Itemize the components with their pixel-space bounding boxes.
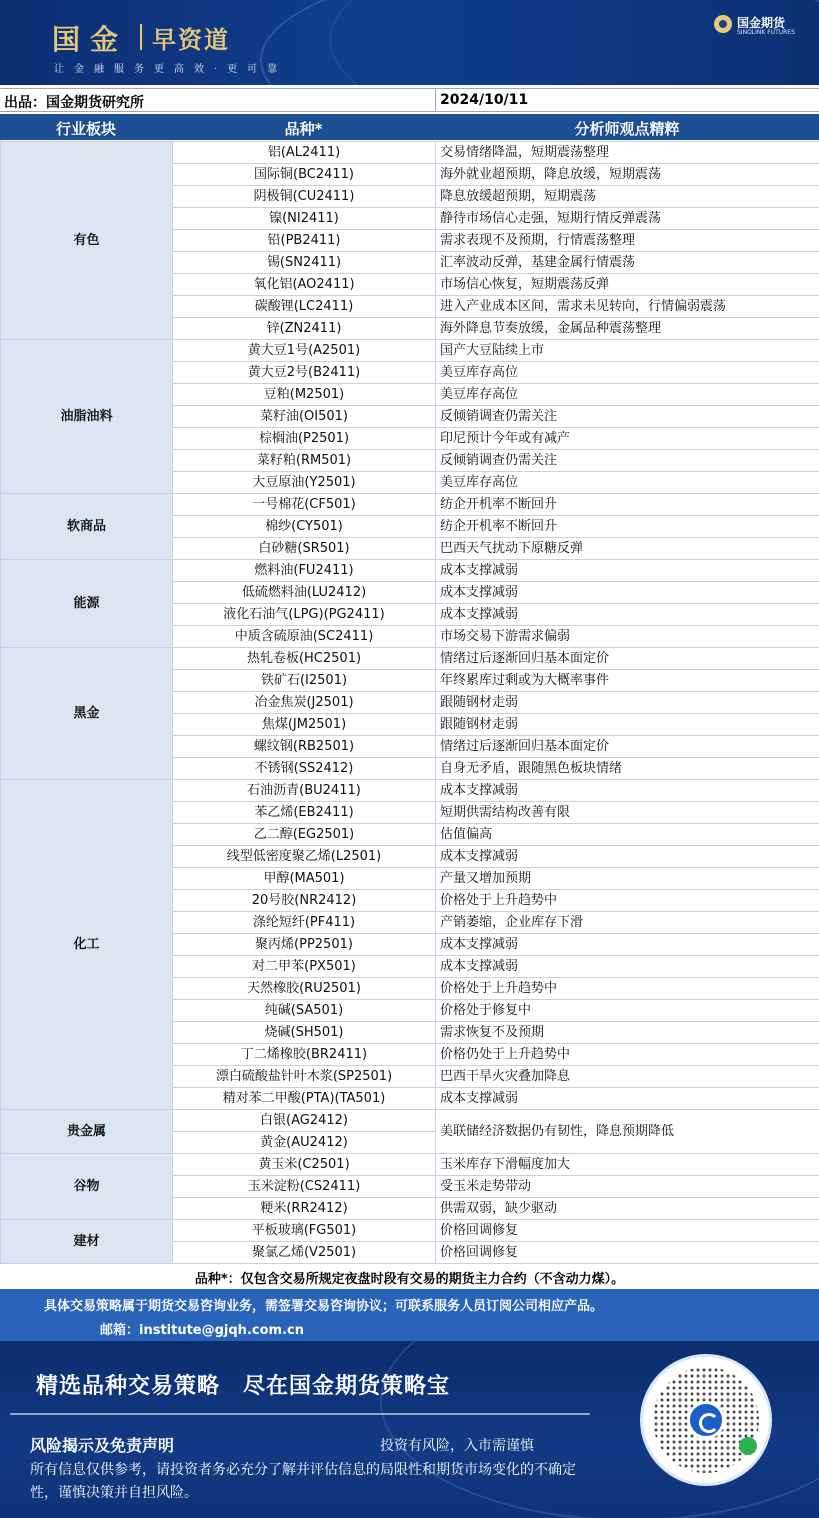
variety-cell: 漂白硫酸盐针叶木浆(SP2501) bbox=[173, 1066, 436, 1088]
notice-bar bbox=[0, 1289, 819, 1341]
view-cell: 进入产业成本区间，需求未见转向，行情偏弱震荡 bbox=[436, 296, 819, 318]
contact-email[interactable]: 邮箱：institute@gjqh.com.cn bbox=[100, 1323, 304, 1338]
variety-cell: 碳酸锂(LC2411) bbox=[173, 296, 436, 318]
variety-cell: 锡(SN2411) bbox=[173, 252, 436, 274]
risk-disclosure-title: 风险揭示及免责声明 bbox=[30, 1436, 175, 1455]
sector-cell: 谷物 bbox=[1, 1154, 173, 1220]
view-cell: 跟随钢材走弱 bbox=[436, 692, 819, 714]
view-cell: 交易情绪降温，短期震荡整理 bbox=[436, 142, 819, 164]
variety-cell: 中质含硫原油(SC2411) bbox=[173, 626, 436, 648]
variety-cell: 棉纱(CY501) bbox=[173, 516, 436, 538]
variety-cell: 低硫燃料油(LU2412) bbox=[173, 582, 436, 604]
variety-cell: 涤纶短纤(PF411) bbox=[173, 912, 436, 934]
variety-cell: 氧化铝(AO2411) bbox=[173, 274, 436, 296]
notice-text: 具体交易策略属于期货交易咨询业务，需签署交易咨询协议；可联系服务人员订阅公司相应产品。 bbox=[44, 1299, 604, 1314]
header-banner bbox=[0, 0, 819, 85]
brand-name: 国金期货 bbox=[737, 16, 786, 30]
variety-cell: 天然橡胶(RU2501) bbox=[173, 978, 436, 1000]
view-cell: 情绪过后逐渐回归基本面定价 bbox=[436, 648, 819, 670]
view-cell: 纺企开机率不断回升 bbox=[436, 516, 819, 538]
view-cell: 成本支撑减弱 bbox=[436, 934, 819, 956]
view-cell: 成本支撑减弱 bbox=[436, 846, 819, 868]
variety-cell: 铁矿石(I2501) bbox=[173, 670, 436, 692]
variety-cell: 烧碱(SH501) bbox=[173, 1022, 436, 1044]
table-row bbox=[1, 648, 819, 670]
table-row bbox=[1, 1154, 819, 1176]
variety-cell: 苯乙烯(EB2411) bbox=[173, 802, 436, 824]
variety-cell: 大豆原油(Y2501) bbox=[173, 472, 436, 494]
view-cell: 价格处于上升趋势中 bbox=[436, 978, 819, 1000]
column-header-variety: 品种* bbox=[284, 120, 323, 138]
view-cell: 估值偏高 bbox=[436, 824, 819, 846]
table-row bbox=[1, 560, 819, 582]
variety-cell: 阴极铜(CU2411) bbox=[173, 186, 436, 208]
logo-sub: 早资道 bbox=[152, 26, 230, 54]
info-bar bbox=[0, 88, 819, 112]
variety-cell: 液化石油气(LPG)(PG2411) bbox=[173, 604, 436, 626]
variety-cell: 丁二烯橡胶(BR2411) bbox=[173, 1044, 436, 1066]
column-header-view: 分析师观点精粹 bbox=[574, 120, 680, 138]
banner-title: 精选品种交易策略 尽在国金期货策略宝 bbox=[36, 1373, 451, 1399]
table-row bbox=[1, 142, 819, 164]
sector-cell: 黑金 bbox=[1, 648, 173, 780]
table-row bbox=[1, 494, 819, 516]
variety-cell: 冶金焦炭(J2501) bbox=[173, 692, 436, 714]
variety-cell: 镍(NI2411) bbox=[173, 208, 436, 230]
table-row bbox=[1, 780, 819, 802]
view-cell: 反倾销调查仍需关注 bbox=[436, 406, 819, 428]
view-cell: 短期供需结构改善有限 bbox=[436, 802, 819, 824]
variety-cell: 平板玻璃(FG501) bbox=[173, 1220, 436, 1242]
variety-cell: 燃料油(FU2411) bbox=[173, 560, 436, 582]
variety-cell: 不锈钢(SS2412) bbox=[173, 758, 436, 780]
view-cell: 产量又增加预期 bbox=[436, 868, 819, 890]
variety-cell: 铅(PB2411) bbox=[173, 230, 436, 252]
table-row bbox=[1, 1110, 819, 1132]
view-cell: 海外降息节奏放缓，金属品种震荡整理 bbox=[436, 318, 819, 340]
variety-cell: 国际铜(BC2411) bbox=[173, 164, 436, 186]
divider bbox=[10, 1413, 590, 1415]
table-row bbox=[1, 340, 819, 362]
view-cell: 反倾销调查仍需关注 bbox=[436, 450, 819, 472]
view-cell: 价格处于上升趋势中 bbox=[436, 890, 819, 912]
view-cell: 巴西天气扰动下原糖反弹 bbox=[436, 538, 819, 560]
risk-disclosure-body: 所有信息仅供参考，请投资者务必充分了解并评估信息的局限性和期货市场变化的不确定性，谨慎决策并自担风险。 bbox=[30, 1462, 576, 1501]
variety-cell: 聚氯乙烯(V2501) bbox=[173, 1242, 436, 1264]
risk-warning: 投资有风险，入市需谨慎 bbox=[380, 1438, 534, 1454]
sector-cell: 能源 bbox=[1, 560, 173, 648]
variety-cell: 精对苯二甲酸(PTA)(TA501) bbox=[173, 1088, 436, 1110]
logo-main: 国金 bbox=[52, 23, 129, 56]
variety-cell: 一号棉花(CF501) bbox=[173, 494, 436, 516]
view-cell: 需求恢复不及预期 bbox=[436, 1022, 819, 1044]
view-cell: 产销萎缩，企业库存下滑 bbox=[436, 912, 819, 934]
report-date: 2024/10/11 bbox=[440, 92, 529, 108]
view-cell: 巴西干旱火灾叠加降息 bbox=[436, 1066, 819, 1088]
view-cell: 成本支撑减弱 bbox=[436, 560, 819, 582]
slogan: 让金融服务更高效·更可靠 bbox=[54, 64, 288, 75]
brand-name-en: SINOLINK FUTURES bbox=[737, 29, 795, 36]
view-cell: 成本支撑减弱 bbox=[436, 956, 819, 978]
sector-cell: 贵金属 bbox=[1, 1110, 173, 1154]
view-cell: 需求表现不及预期，行情震荡整理 bbox=[436, 230, 819, 252]
view-cell: 汇率波动反弹，基建金属行情震荡 bbox=[436, 252, 819, 274]
view-cell: 国产大豆陆续上市 bbox=[436, 340, 819, 362]
view-cell: 供需双弱，缺少驱动 bbox=[436, 1198, 819, 1220]
qr-logo-icon bbox=[687, 1401, 725, 1439]
sector-cell: 建材 bbox=[1, 1220, 173, 1264]
variety-cell: 螺纹钢(RB2501) bbox=[173, 736, 436, 758]
divider bbox=[435, 89, 436, 111]
brand-emblem-icon bbox=[714, 15, 732, 33]
view-cell: 自身无矛盾，跟随黑色板块情绪 bbox=[436, 758, 819, 780]
view-cell: 降息放缓超预期，短期震荡 bbox=[436, 186, 819, 208]
strategy-table bbox=[0, 141, 819, 1264]
variety-cell: 石油沥青(BU2411) bbox=[173, 780, 436, 802]
view-cell: 市场交易下游需求偏弱 bbox=[436, 626, 819, 648]
view-cell: 成本支撑减弱 bbox=[436, 780, 819, 802]
variety-cell: 白银(AG2412) bbox=[173, 1110, 436, 1132]
variety-cell: 乙二醇(EG2501) bbox=[173, 824, 436, 846]
variety-cell: 黄金(AU2412) bbox=[173, 1132, 436, 1154]
variety-cell: 甲醇(MA501) bbox=[173, 868, 436, 890]
wechat-icon bbox=[739, 1437, 757, 1455]
view-cell: 海外就业超预期，降息放缓，短期震荡 bbox=[436, 164, 819, 186]
sector-cell: 化工 bbox=[1, 780, 173, 1110]
sector-cell: 有色 bbox=[1, 142, 173, 340]
publisher: 出品：国金期货研究所 bbox=[4, 95, 144, 111]
view-cell: 静待市场信心走强，短期行情反弹震荡 bbox=[436, 208, 819, 230]
view-cell: 美联储经济数据仍有韧性，降息预期降低 bbox=[436, 1110, 819, 1154]
view-cell: 受玉米走势带动 bbox=[436, 1176, 819, 1198]
variety-cell: 黄大豆2号(B2411) bbox=[173, 362, 436, 384]
variety-cell: 线型低密度聚乙烯(L2501) bbox=[173, 846, 436, 868]
view-cell: 美豆库存高位 bbox=[436, 362, 819, 384]
view-cell: 市场信心恢复，短期震荡反弹 bbox=[436, 274, 819, 296]
view-cell: 成本支撑减弱 bbox=[436, 582, 819, 604]
variety-cell: 焦煤(JM2501) bbox=[173, 714, 436, 736]
view-cell: 年终累库过剩或为大概率事件 bbox=[436, 670, 819, 692]
variety-cell: 粳米(RR2412) bbox=[173, 1198, 436, 1220]
variety-cell: 铝(AL2411) bbox=[173, 142, 436, 164]
mini-program-qr-code[interactable] bbox=[640, 1354, 772, 1486]
sector-cell: 油脂油料 bbox=[1, 340, 173, 494]
view-cell: 成本支撑减弱 bbox=[436, 604, 819, 626]
view-cell: 玉米库存下滑幅度加大 bbox=[436, 1154, 819, 1176]
variety-cell: 玉米淀粉(CS2411) bbox=[173, 1176, 436, 1198]
table-header bbox=[0, 114, 819, 140]
view-cell: 价格仍处于上升趋势中 bbox=[436, 1044, 819, 1066]
variety-cell: 棕榈油(P2501) bbox=[173, 428, 436, 450]
variety-cell: 黄玉米(C2501) bbox=[173, 1154, 436, 1176]
variety-cell: 锌(ZN2411) bbox=[173, 318, 436, 340]
view-cell: 价格回调修复 bbox=[436, 1242, 819, 1264]
view-cell: 价格处于修复中 bbox=[436, 1000, 819, 1022]
variety-cell: 豆粕(M2501) bbox=[173, 384, 436, 406]
variety-cell: 纯碱(SA501) bbox=[173, 1000, 436, 1022]
footnote: 品种*：仅包含交易所规定夜盘时段有交易的期货主力合约（不含动力煤）。 bbox=[0, 1268, 819, 1288]
view-cell: 印尼预计今年或有减产 bbox=[436, 428, 819, 450]
variety-cell: 菜籽油(OI501) bbox=[173, 406, 436, 428]
view-cell: 纺企开机率不断回升 bbox=[436, 494, 819, 516]
view-cell: 美豆库存高位 bbox=[436, 384, 819, 406]
variety-cell: 20号胶(NR2412) bbox=[173, 890, 436, 912]
column-header-sector: 行业板块 bbox=[55, 120, 116, 138]
variety-cell: 对二甲苯(PX501) bbox=[173, 956, 436, 978]
logo-divider bbox=[140, 24, 142, 50]
view-cell: 美豆库存高位 bbox=[436, 472, 819, 494]
view-cell: 跟随钢材走弱 bbox=[436, 714, 819, 736]
variety-cell: 白砂糖(SR501) bbox=[173, 538, 436, 560]
table-row bbox=[1, 1220, 819, 1242]
view-cell: 成本支撑减弱 bbox=[436, 1088, 819, 1110]
variety-cell: 黄大豆1号(A2501) bbox=[173, 340, 436, 362]
variety-cell: 聚丙烯(PP2501) bbox=[173, 934, 436, 956]
view-cell: 价格回调修复 bbox=[436, 1220, 819, 1242]
sector-cell: 软商品 bbox=[1, 494, 173, 560]
variety-cell: 热轧卷板(HC2501) bbox=[173, 648, 436, 670]
view-cell: 情绪过后逐渐回归基本面定价 bbox=[436, 736, 819, 758]
decorative-wave bbox=[330, 0, 819, 85]
variety-cell: 菜籽粕(RM501) bbox=[173, 450, 436, 472]
